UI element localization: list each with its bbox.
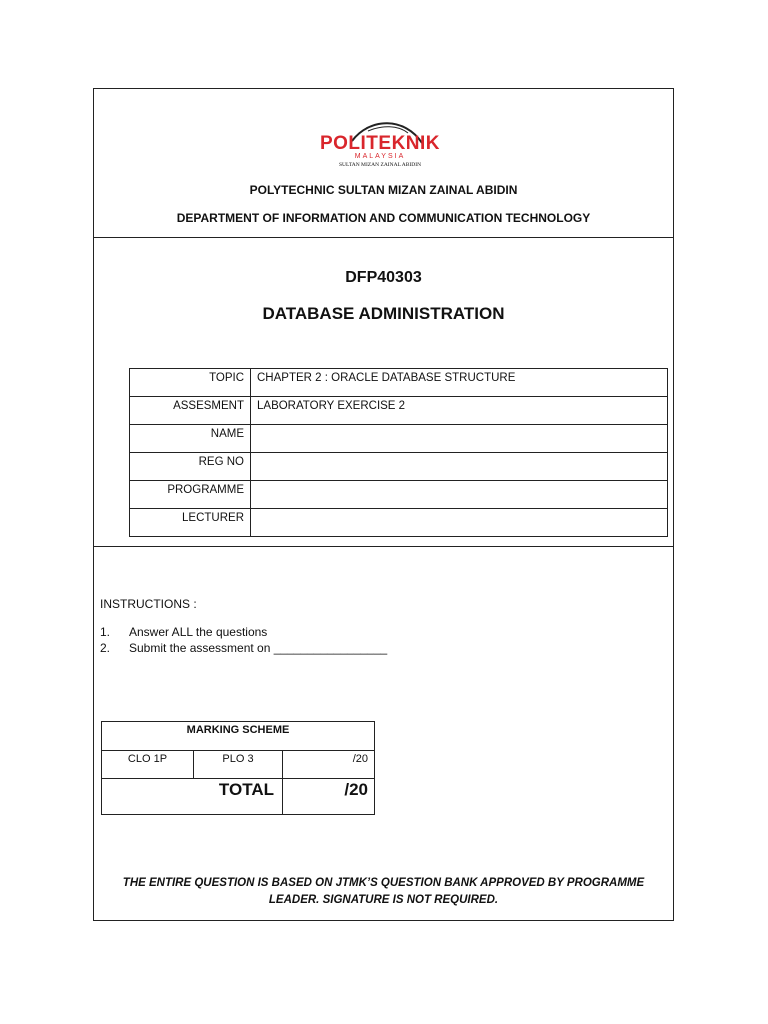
section-divider [94,237,673,238]
assessment-value: LABORATORY EXERCISE 2 [251,397,668,425]
assessment-info-table [129,368,668,537]
lecturer-field[interactable] [251,509,668,537]
instruction-item [100,625,110,639]
name-label: NAME [130,425,251,453]
table-row [130,397,668,425]
svg-text:SULTAN MIZAN ZAINAL ABIDIN: SULTAN MIZAN ZAINAL ABIDIN [338,162,422,168]
course-name: DATABASE ADMINISTRATION [262,304,505,323]
institution-name: POLYTECHNIC SULTAN MIZAN ZAINAL ABIDIN [249,183,518,197]
reg-no-label: REG NO [130,453,251,481]
name-field[interactable] [251,425,668,453]
footer-note-line-1: THE ENTIRE QUESTION IS BASED ON JTMK’S QUESTION BANK APPROVED BY PROGRAMME [122,877,645,889]
assessment-label: ASSESMENT [130,397,251,425]
table-row [102,779,375,815]
svg-text:POLITEKNIK: POLITEKNIK [319,133,441,154]
department-name: DEPARTMENT OF INFORMATION AND COMMUNICATION TECHNOLOGY [176,211,591,225]
lecturer-label: LECTURER [130,509,251,537]
instruction-number: 1. [100,625,111,639]
politeknik-logo [310,111,450,171]
marking-scheme-table [101,721,375,815]
table-row [102,722,375,751]
footer-note-line-2: LEADER. SIGNATURE IS NOT REQUIRED. [268,894,499,906]
cover-page-frame [93,88,674,921]
table-row [130,509,668,537]
instruction-text: Answer ALL the questions [129,625,268,639]
course-code: DFP40303 [345,269,422,286]
plo-cell: PLO 3 [194,751,283,779]
table-row [130,453,668,481]
svg-text:MALAYSIA: MALAYSIA [354,153,406,160]
section-divider [94,546,673,547]
reg-no-field[interactable] [251,453,668,481]
instruction-item [100,641,110,655]
instruction-number: 2. [100,641,111,655]
total-value: /20 [283,779,375,815]
instructions-title: INSTRUCTIONS : [100,597,197,611]
total-label: TOTAL [102,779,283,815]
clo-cell: CLO 1P [102,751,194,779]
table-row [130,425,668,453]
table-row [130,369,668,397]
mark-cell: /20 [283,751,375,779]
topic-value: CHAPTER 2 : ORACLE DATABASE STRUCTURE [251,369,668,397]
table-row [102,751,375,779]
topic-label: TOPIC [130,369,251,397]
programme-label: PROGRAMME [130,481,251,509]
table-row [130,481,668,509]
instruction-text: Submit the assessment on _________________ [129,641,388,655]
programme-field[interactable] [251,481,668,509]
marking-scheme-title: MARKING SCHEME [102,722,375,751]
